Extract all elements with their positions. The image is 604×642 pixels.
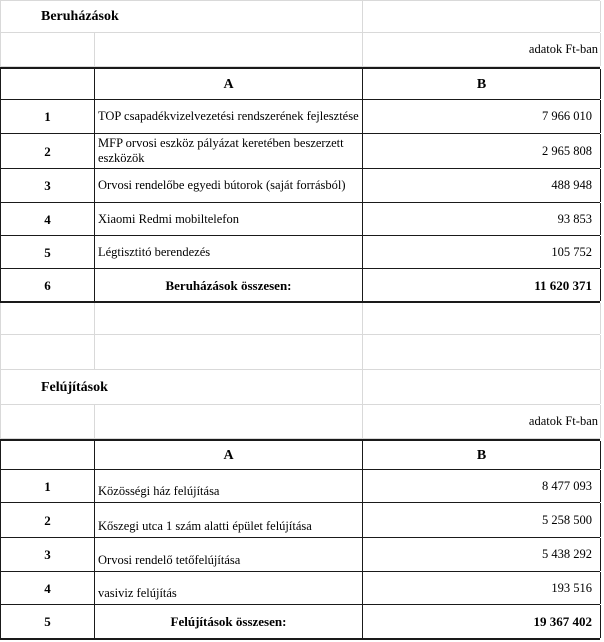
section1-column-b-header: B — [363, 69, 601, 99]
item-label: Xiaomi Redmi mobiltelefon — [95, 203, 363, 235]
section2-column-b-header: B — [363, 441, 601, 469]
table-row — [0, 503, 600, 538]
empty-cell — [1, 405, 95, 438]
section1-header-row — [0, 67, 600, 100]
empty-cell — [95, 405, 363, 438]
item-value: 105 752 — [363, 236, 601, 268]
section2-unit-row — [0, 405, 600, 439]
empty-cell — [363, 1, 601, 32]
item-value: 7 966 010 — [363, 100, 601, 133]
item-label: vasiviz felújítás — [95, 572, 363, 604]
section2-column-a-header: A — [95, 441, 363, 469]
item-label: TOP csapadékvizelvezetési rendszerének fejlesztése — [95, 100, 363, 133]
row-number: 2 — [1, 134, 95, 168]
section1-unit-row — [0, 33, 600, 67]
table-row — [0, 572, 600, 605]
row-number: 1 — [1, 470, 95, 502]
row-number: 5 — [1, 236, 95, 268]
item-label: Orvosi rendelő tetőfelújítása — [95, 538, 363, 571]
section1-total-row — [0, 269, 600, 303]
item-value: 8 477 093 — [363, 470, 601, 502]
empty-cell — [363, 303, 601, 334]
item-label: Légtisztitó berendezés — [95, 236, 363, 268]
empty-header-cell — [1, 441, 95, 469]
section2-title: Felújítások — [1, 370, 363, 404]
row-number: 5 — [1, 605, 95, 638]
row-number: 3 — [1, 169, 95, 202]
item-value: 488 948 — [363, 169, 601, 202]
item-label: Kőszegi utca 1 szám alatti épület felújítása — [95, 503, 363, 537]
item-value: 93 853 — [363, 203, 601, 235]
empty-cell — [95, 33, 363, 66]
total-value: 11 620 371 — [363, 269, 601, 301]
row-number: 4 — [1, 203, 95, 235]
section2-title-row — [0, 370, 600, 405]
empty-header-cell — [1, 69, 95, 99]
row-number: 3 — [1, 538, 95, 571]
empty-cell — [363, 370, 601, 404]
total-value: 19 367 402 — [363, 605, 601, 638]
empty-row — [0, 303, 600, 335]
item-value: 2 965 808 — [363, 134, 601, 168]
empty-row — [0, 335, 600, 370]
table-row — [0, 203, 600, 236]
empty-cell — [95, 335, 363, 369]
section1-title-row — [0, 0, 600, 33]
row-number: 4 — [1, 572, 95, 604]
item-label: MFP orvosi eszköz pályázat keretében beszerzett eszközök — [95, 134, 363, 168]
row-number: 2 — [1, 503, 95, 537]
empty-cell — [1, 335, 95, 369]
total-label: Felújítások összesen: — [95, 605, 363, 638]
item-label: Közösségi ház felújítása — [95, 470, 363, 502]
section1-title: Beruházások — [1, 1, 363, 32]
table-row — [0, 169, 600, 203]
empty-cell — [1, 33, 95, 66]
empty-cell — [1, 303, 95, 334]
total-label: Beruházások összesen: — [95, 269, 363, 301]
section2-total-row — [0, 605, 600, 640]
table-row — [0, 470, 600, 503]
table-row — [0, 538, 600, 572]
empty-cell — [95, 303, 363, 334]
section2-header-row — [0, 439, 600, 470]
table-row — [0, 236, 600, 269]
row-number: 6 — [1, 269, 95, 301]
item-value: 5 438 292 — [363, 538, 601, 571]
section1-column-a-header: A — [95, 69, 363, 99]
item-value: 5 258 500 — [363, 503, 601, 537]
empty-cell — [363, 335, 601, 369]
item-value: 193 516 — [363, 572, 601, 604]
table-row — [0, 134, 600, 169]
item-label: Orvosi rendelőbe egyedi bútorok (saját forrásból) — [95, 169, 363, 202]
table-row — [0, 100, 600, 134]
section2-unit-note: adatok Ft-ban — [363, 405, 601, 438]
section1-unit-note: adatok Ft-ban — [363, 33, 601, 66]
row-number: 1 — [1, 100, 95, 133]
